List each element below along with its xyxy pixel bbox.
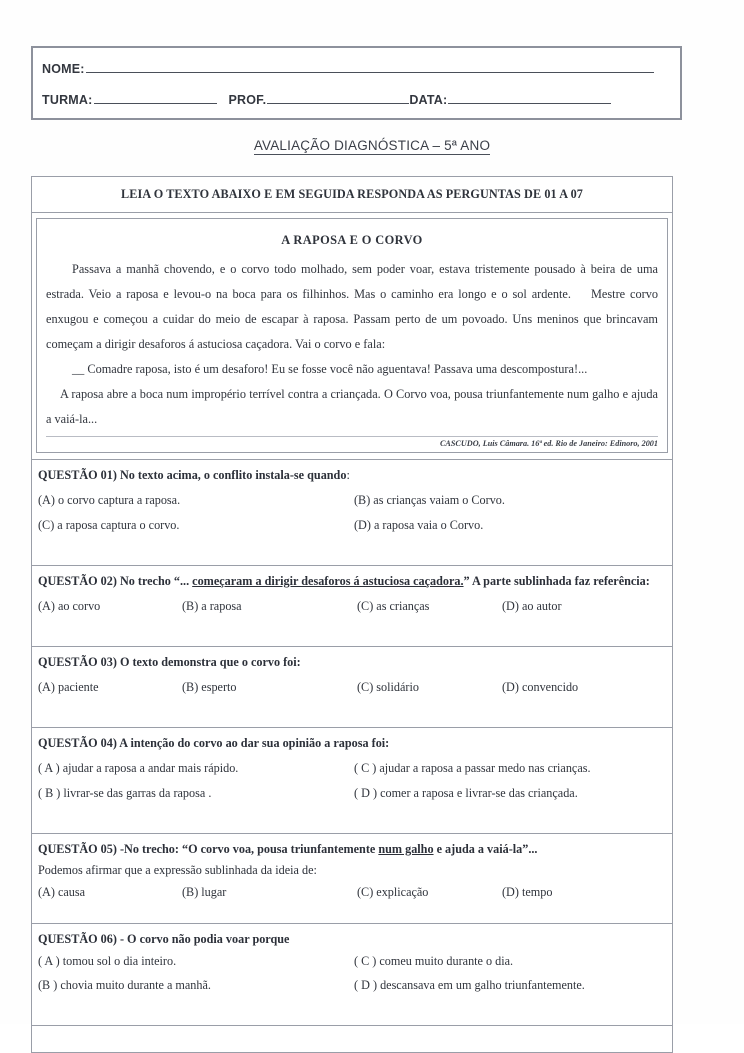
- question-05-stem: [38, 841, 665, 858]
- option-b-key: (B): [182, 680, 199, 694]
- name-input[interactable]: [86, 61, 654, 73]
- option-b-key: (B): [182, 885, 199, 899]
- option-d-key: (D): [502, 680, 519, 694]
- option-a-key: (A): [38, 599, 55, 613]
- question-03: [32, 647, 672, 728]
- question-05-text-post: e ajuda a vaiá-la”...: [433, 842, 538, 856]
- question-06-stem: [38, 931, 665, 948]
- option-d-key: ( D ): [354, 978, 378, 992]
- page-title: [0, 138, 744, 153]
- question-02-text-post: ” A parte sublinhada faz referência:: [463, 574, 650, 588]
- date-label: DATA:: [409, 93, 448, 107]
- question-05-text-pre: -No trecho: “O corvo voa, pousa triunfantemente: [116, 842, 379, 856]
- question-01: [32, 460, 672, 566]
- empty-answer-band: [32, 1026, 672, 1052]
- option-d[interactable]: [502, 881, 665, 904]
- option-b-key: ( B ): [38, 786, 61, 800]
- option-row: [38, 950, 665, 973]
- option-b[interactable]: [182, 881, 357, 904]
- option-c-text: as crianças: [376, 599, 430, 613]
- option-b-key: (B ): [38, 978, 58, 992]
- option-c-key: (C): [357, 885, 374, 899]
- name-label: NOME:: [42, 62, 85, 76]
- question-02-spacer: [38, 619, 665, 637]
- option-row: [38, 756, 665, 781]
- option-a-text: causa: [57, 885, 86, 899]
- option-a[interactable]: [38, 950, 354, 973]
- option-c-key: (C): [38, 518, 55, 532]
- question-03-label: QUESTÃO 03): [38, 655, 117, 669]
- option-c-text: ajudar a raposa a passar medo nas crianças.: [379, 761, 591, 775]
- option-d[interactable]: [502, 675, 665, 700]
- class-input[interactable]: [94, 92, 217, 104]
- option-c-key: ( C ): [354, 954, 377, 968]
- option-a-text: paciente: [57, 680, 99, 694]
- option-c[interactable]: [354, 950, 665, 973]
- option-c-text: comeu muito durante o dia.: [379, 954, 514, 968]
- option-b[interactable]: [38, 781, 354, 806]
- option-c[interactable]: [38, 513, 354, 538]
- option-d-key: (D): [502, 599, 519, 613]
- question-02-options: [38, 594, 665, 619]
- passage-text-1b: Mestre corvo enxugou e começou a cuidar do meio de escapar à raposa. Passam perto de um povoado. Uns meninos que brincavam começam a dirigir desaforos á astuciosa caçadora. Vai o corvo e fala:: [46, 287, 658, 351]
- date-input[interactable]: [448, 92, 611, 104]
- question-03-options: [38, 675, 665, 700]
- option-d-text: tempo: [521, 885, 553, 899]
- option-b-text: chovia muito durante a manhã.: [60, 978, 211, 992]
- option-b[interactable]: [354, 488, 665, 513]
- question-04-options: [38, 756, 665, 806]
- exam-body-table: [31, 176, 673, 1053]
- option-a-key: ( A ): [38, 954, 60, 968]
- student-identification-box: [31, 46, 682, 120]
- passage-text-2: __ Comadre raposa, isto é um desaforo! Eu se fosse você não aguentava! Passava uma descompostura!...: [72, 362, 588, 376]
- question-02-text-pre: No trecho “...: [116, 574, 193, 588]
- passage-title: A RAPOSA E O CORVO: [281, 233, 423, 247]
- question-03-stem: [38, 654, 665, 671]
- question-05-options: [38, 881, 665, 904]
- option-b-text: lugar: [201, 885, 227, 899]
- option-c-text: a raposa captura o corvo.: [57, 518, 180, 532]
- question-01-colon: :: [346, 468, 350, 482]
- passage-paragraph-2: [46, 357, 658, 382]
- passage-box: [36, 218, 668, 453]
- option-d-text: convencido: [521, 680, 579, 694]
- class-teacher-date-row: [33, 92, 689, 107]
- option-b-text: a raposa: [201, 599, 242, 613]
- option-a-text: o corvo captura a raposa.: [57, 493, 181, 507]
- question-02: [32, 566, 672, 647]
- option-a-text: tomou sol o dia inteiro.: [62, 954, 177, 968]
- option-row: [38, 675, 665, 700]
- option-row: [38, 513, 665, 538]
- option-a-text: ao corvo: [57, 599, 101, 613]
- question-04-label: QUESTÃO 04): [38, 736, 117, 750]
- option-a-text: ajudar a raposa a andar mais rápido.: [62, 761, 239, 775]
- option-d-text: comer a raposa e livrar-se das criançada.: [380, 786, 578, 800]
- option-row: [38, 781, 665, 806]
- question-05: [32, 834, 672, 924]
- passage-citation: CASCUDO, Luis Câmara. 16ª ed. Rio de Janeiro: Edinoro, 2001: [46, 436, 658, 448]
- question-05-spacer: [38, 904, 665, 914]
- option-b-text: as crianças vaiam o Corvo.: [373, 493, 505, 507]
- option-a-key: (A): [38, 493, 55, 507]
- option-d[interactable]: [354, 781, 665, 806]
- question-03-text: O texto demonstra que o corvo foi:: [116, 655, 301, 669]
- question-01-spacer: [38, 538, 665, 556]
- option-d[interactable]: [354, 513, 665, 538]
- option-a[interactable]: [38, 488, 354, 513]
- option-d[interactable]: [502, 594, 665, 619]
- option-d-text: a raposa vaia o Corvo.: [373, 518, 484, 532]
- option-c-key: (C): [357, 680, 374, 694]
- option-c-text: solidário: [376, 680, 419, 694]
- question-03-spacer: [38, 700, 665, 718]
- option-c[interactable]: [357, 881, 502, 904]
- passage-band: [32, 213, 672, 460]
- option-d-key: (D): [354, 518, 371, 532]
- question-02-underlined-excerpt: começaram a dirigir desaforos á astuciosa caçadora.: [192, 574, 464, 588]
- option-row: [38, 488, 665, 513]
- instruction-band: LEIA O TEXTO ABAIXO E EM SEGUIDA RESPONDA AS PERGUNTAS DE 01 A 07: [32, 177, 672, 213]
- question-06-spacer: [38, 998, 665, 1016]
- passage-paragraph-3: [46, 382, 658, 432]
- option-d[interactable]: [354, 973, 665, 998]
- question-06-options: [38, 950, 665, 998]
- question-05-subtext: Podemos afirmar que a expressão sublinhada da ideia de:: [38, 863, 317, 877]
- passage-text-3: A raposa abre a boca num impropério terrível contra a criançada. O Corvo voa, pousa triunfantemente num galho e ajuda a vaiá-la...: [46, 387, 658, 426]
- option-d-key: (D): [502, 885, 519, 899]
- passage-body: [46, 257, 658, 432]
- question-04-spacer: [38, 806, 665, 824]
- option-row: [38, 881, 665, 904]
- option-d-text: ao autor: [521, 599, 562, 613]
- option-b-key: (B): [182, 599, 199, 613]
- question-01-label: QUESTÃO 01): [38, 468, 117, 482]
- option-c[interactable]: [354, 756, 665, 781]
- question-04-text: A intenção do corvo ao dar sua opinião a raposa foi:: [116, 736, 390, 750]
- question-05-underlined-excerpt: num galho: [378, 842, 434, 856]
- teacher-input[interactable]: [267, 92, 409, 104]
- option-b-key: (B): [354, 493, 371, 507]
- option-a[interactable]: [38, 881, 182, 904]
- option-b[interactable]: [38, 973, 354, 998]
- question-02-label: QUESTÃO 02): [38, 574, 117, 588]
- option-c-key: (C): [357, 599, 374, 613]
- question-06-label: QUESTÃO 06): [38, 932, 117, 946]
- option-c[interactable]: [357, 594, 502, 619]
- option-b-text: esperto: [201, 680, 237, 694]
- question-06-text: - O corvo não podia voar porque: [116, 932, 290, 946]
- option-a[interactable]: [38, 756, 354, 781]
- option-a-key: ( A ): [38, 761, 60, 775]
- question-01-text: No texto acima, o conflito instala-se quando: [116, 468, 347, 482]
- option-c-key: ( C ): [354, 761, 377, 775]
- option-b[interactable]: [182, 675, 357, 700]
- question-06: [32, 924, 672, 1026]
- option-b-text: livrar-se das garras da raposa .: [63, 786, 212, 800]
- teacher-label: PROF.: [228, 93, 267, 107]
- question-01-options: [38, 488, 665, 538]
- passage-paragraph-1: [46, 257, 658, 357]
- option-a[interactable]: [38, 594, 182, 619]
- option-row: [38, 594, 665, 619]
- passage-text-1: Passava a manhã chovendo, e o corvo todo molhado, sem poder voar, estava tristemente pousado à beira de uma estrada. Veio a raposa e levou-o na boca para os filhinhos. Mas o caminho era longo e o sol ardente.: [46, 262, 658, 301]
- option-a[interactable]: [38, 675, 182, 700]
- question-04-stem: [38, 735, 665, 752]
- question-01-stem: [38, 467, 665, 484]
- option-c-text: explicação: [376, 885, 429, 899]
- question-02-stem: [38, 573, 665, 590]
- option-c[interactable]: [357, 675, 502, 700]
- page-title-text: AVALIAÇÃO DIAGNÓSTICA – 5ª ANO: [253, 138, 491, 153]
- option-b[interactable]: [182, 594, 357, 619]
- question-04: [32, 728, 672, 834]
- name-field-row: [33, 61, 689, 76]
- option-row: [38, 973, 665, 998]
- option-a-key: (A): [38, 885, 55, 899]
- option-d-key: ( D ): [354, 786, 378, 800]
- class-label: TURMA:: [42, 93, 93, 107]
- option-a-key: (A): [38, 680, 55, 694]
- question-05-label: QUESTÃO 05): [38, 842, 117, 856]
- option-d-text: descansava em um galho triunfantemente.: [380, 978, 585, 992]
